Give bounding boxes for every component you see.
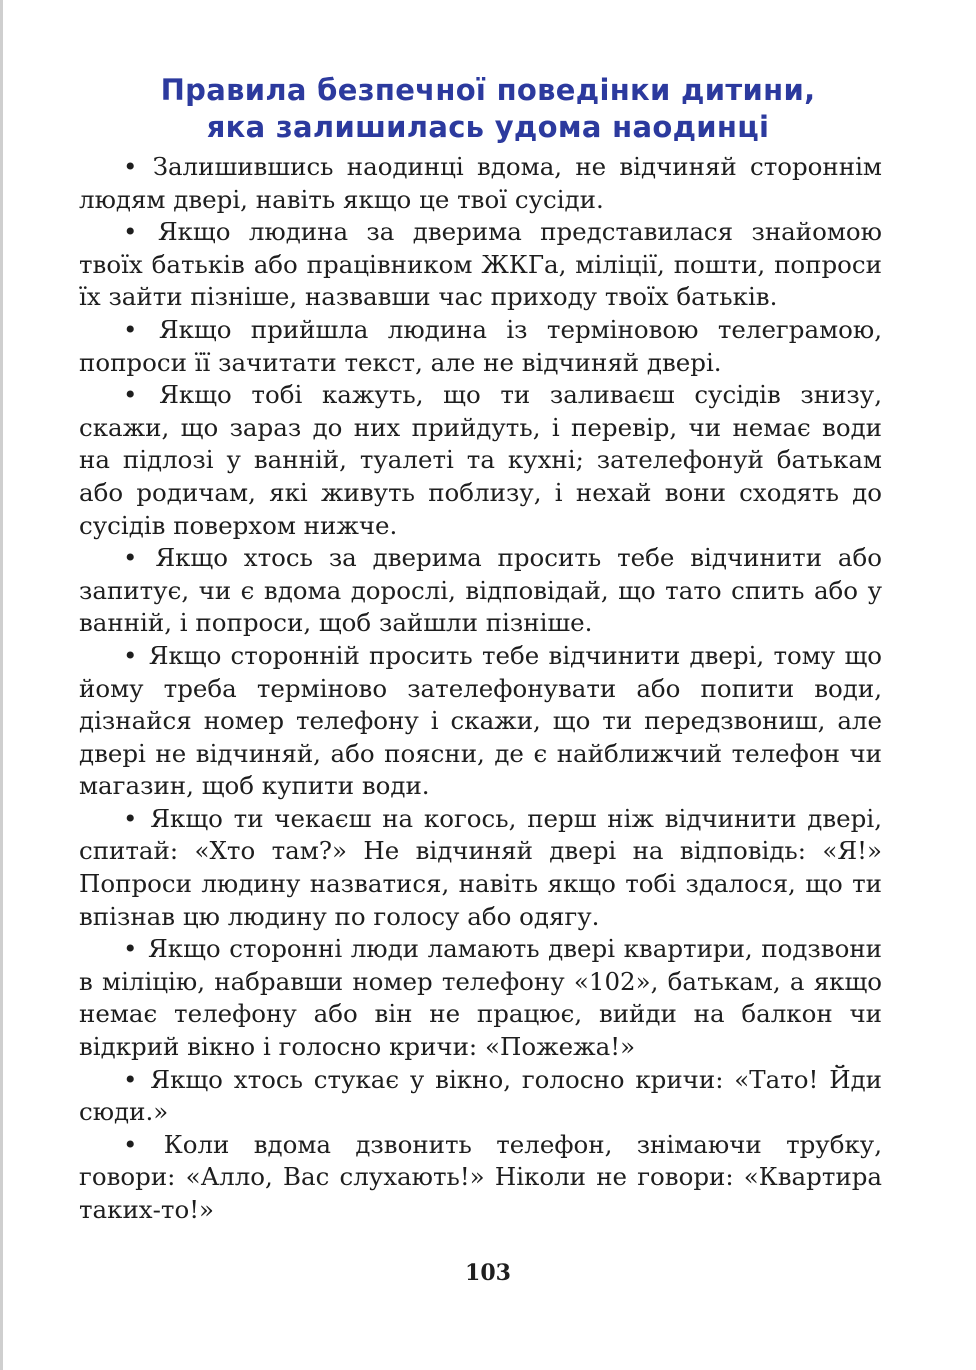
rule-paragraph <box>79 379 882 542</box>
rule-text: Коли вдома дзвонить телефон, знімаючи трубку, говори: «Алло, Вас слухають!» Ніколи не говори: «Квартира таких-то!» <box>79 1129 882 1224</box>
rule-paragraph <box>79 1129 882 1227</box>
rule-paragraph <box>79 151 882 216</box>
rule-text: Якщо сторонній просить тебе відчинити двері, тому що йому треба терміново зателефонувати або попити води, дізнайся номер телефону і скажи, що ти передзвониш, але двері не відчиняй, або поясни, де є найближчий телефон чи магазин, щоб купити води. <box>79 640 882 801</box>
page-edge <box>0 0 3 1370</box>
rule-text: Якщо тобі кажуть, що ти заливаєш сусідів знизу, скажи, що зараз до них прийдуть, і перевір, чи немає води на підлозі у ванній, туалеті та кухні; зателефонуй батькам або родичам, які живуть поблизу, і нехай вони сходять до сусідів поверхом нижче. <box>79 380 882 540</box>
bullet-marker: • <box>123 1129 138 1159</box>
rule-paragraph <box>79 542 882 640</box>
bullet-marker: • <box>123 217 138 247</box>
rule-text: Якщо людина за дверима представилася знайомою твоїх батьків або працівником ЖКГа, міліції, пошти, попроси їх зайти пізніше, назвавши час приходу твоїх батьків. <box>79 217 882 312</box>
page-title <box>0 72 976 146</box>
rule-text: Якщо хтось стукає у вікно, голосно кричи: «Тато! Йди сюди.» <box>79 1064 882 1127</box>
rule-text: Якщо хтось за дверима просить тебе відчинити або запитує, чи є вдома дорослі, відповідай, що тато спить або у ванній, і попроси, щоб зайшли пізніше. <box>79 543 882 638</box>
rule-text: Залишившись наодинці вдома, не відчиняй стороннім людям двері, навіть якщо це твої сусіди. <box>79 152 882 214</box>
rule-paragraph <box>79 803 882 933</box>
title-line-2: яка залишилась удома наодинці <box>206 110 770 144</box>
rule-paragraph <box>79 933 882 1063</box>
title-line-1: Правила безпечної поведінки дитини, <box>160 73 816 107</box>
bullet-marker: • <box>123 1064 138 1094</box>
bullet-marker: • <box>123 934 138 964</box>
rules-list <box>79 151 882 1227</box>
bullet-marker: • <box>123 314 138 344</box>
rule-paragraph <box>79 314 882 379</box>
page-number: 103 <box>465 1260 511 1286</box>
rule-paragraph <box>79 640 882 803</box>
bullet-marker: • <box>123 803 138 833</box>
bullet-marker: • <box>123 152 138 181</box>
bullet-marker: • <box>123 380 138 410</box>
bullet-marker: • <box>123 543 138 573</box>
rule-text: Якщо ти чекаєш на когось, перш ніж відчинити двері, спитай: «Хто там?» Не відчиняй двері на відповідь: «Я!» Попроси людину назватися, навіть якщо тобі здалося, що ти впізнав цю людину по голосу або одягу. <box>79 803 882 931</box>
rule-paragraph <box>79 1064 882 1129</box>
rule-text: Якщо сторонні люди ламають двері квартири, подзвони в міліцію, набравши номер телефону «102», батькам, а якщо немає телефону або він не працює, вийди на балкон чи відкрий вікно і голосно кричи: «Пожежа!» <box>79 934 882 1062</box>
rule-text: Якщо прийшла людина із терміновою телеграмою, попроси її зачитати текст, але не відчиняй двері. <box>79 314 882 377</box>
bullet-marker: • <box>123 640 138 670</box>
rule-paragraph <box>79 216 882 314</box>
